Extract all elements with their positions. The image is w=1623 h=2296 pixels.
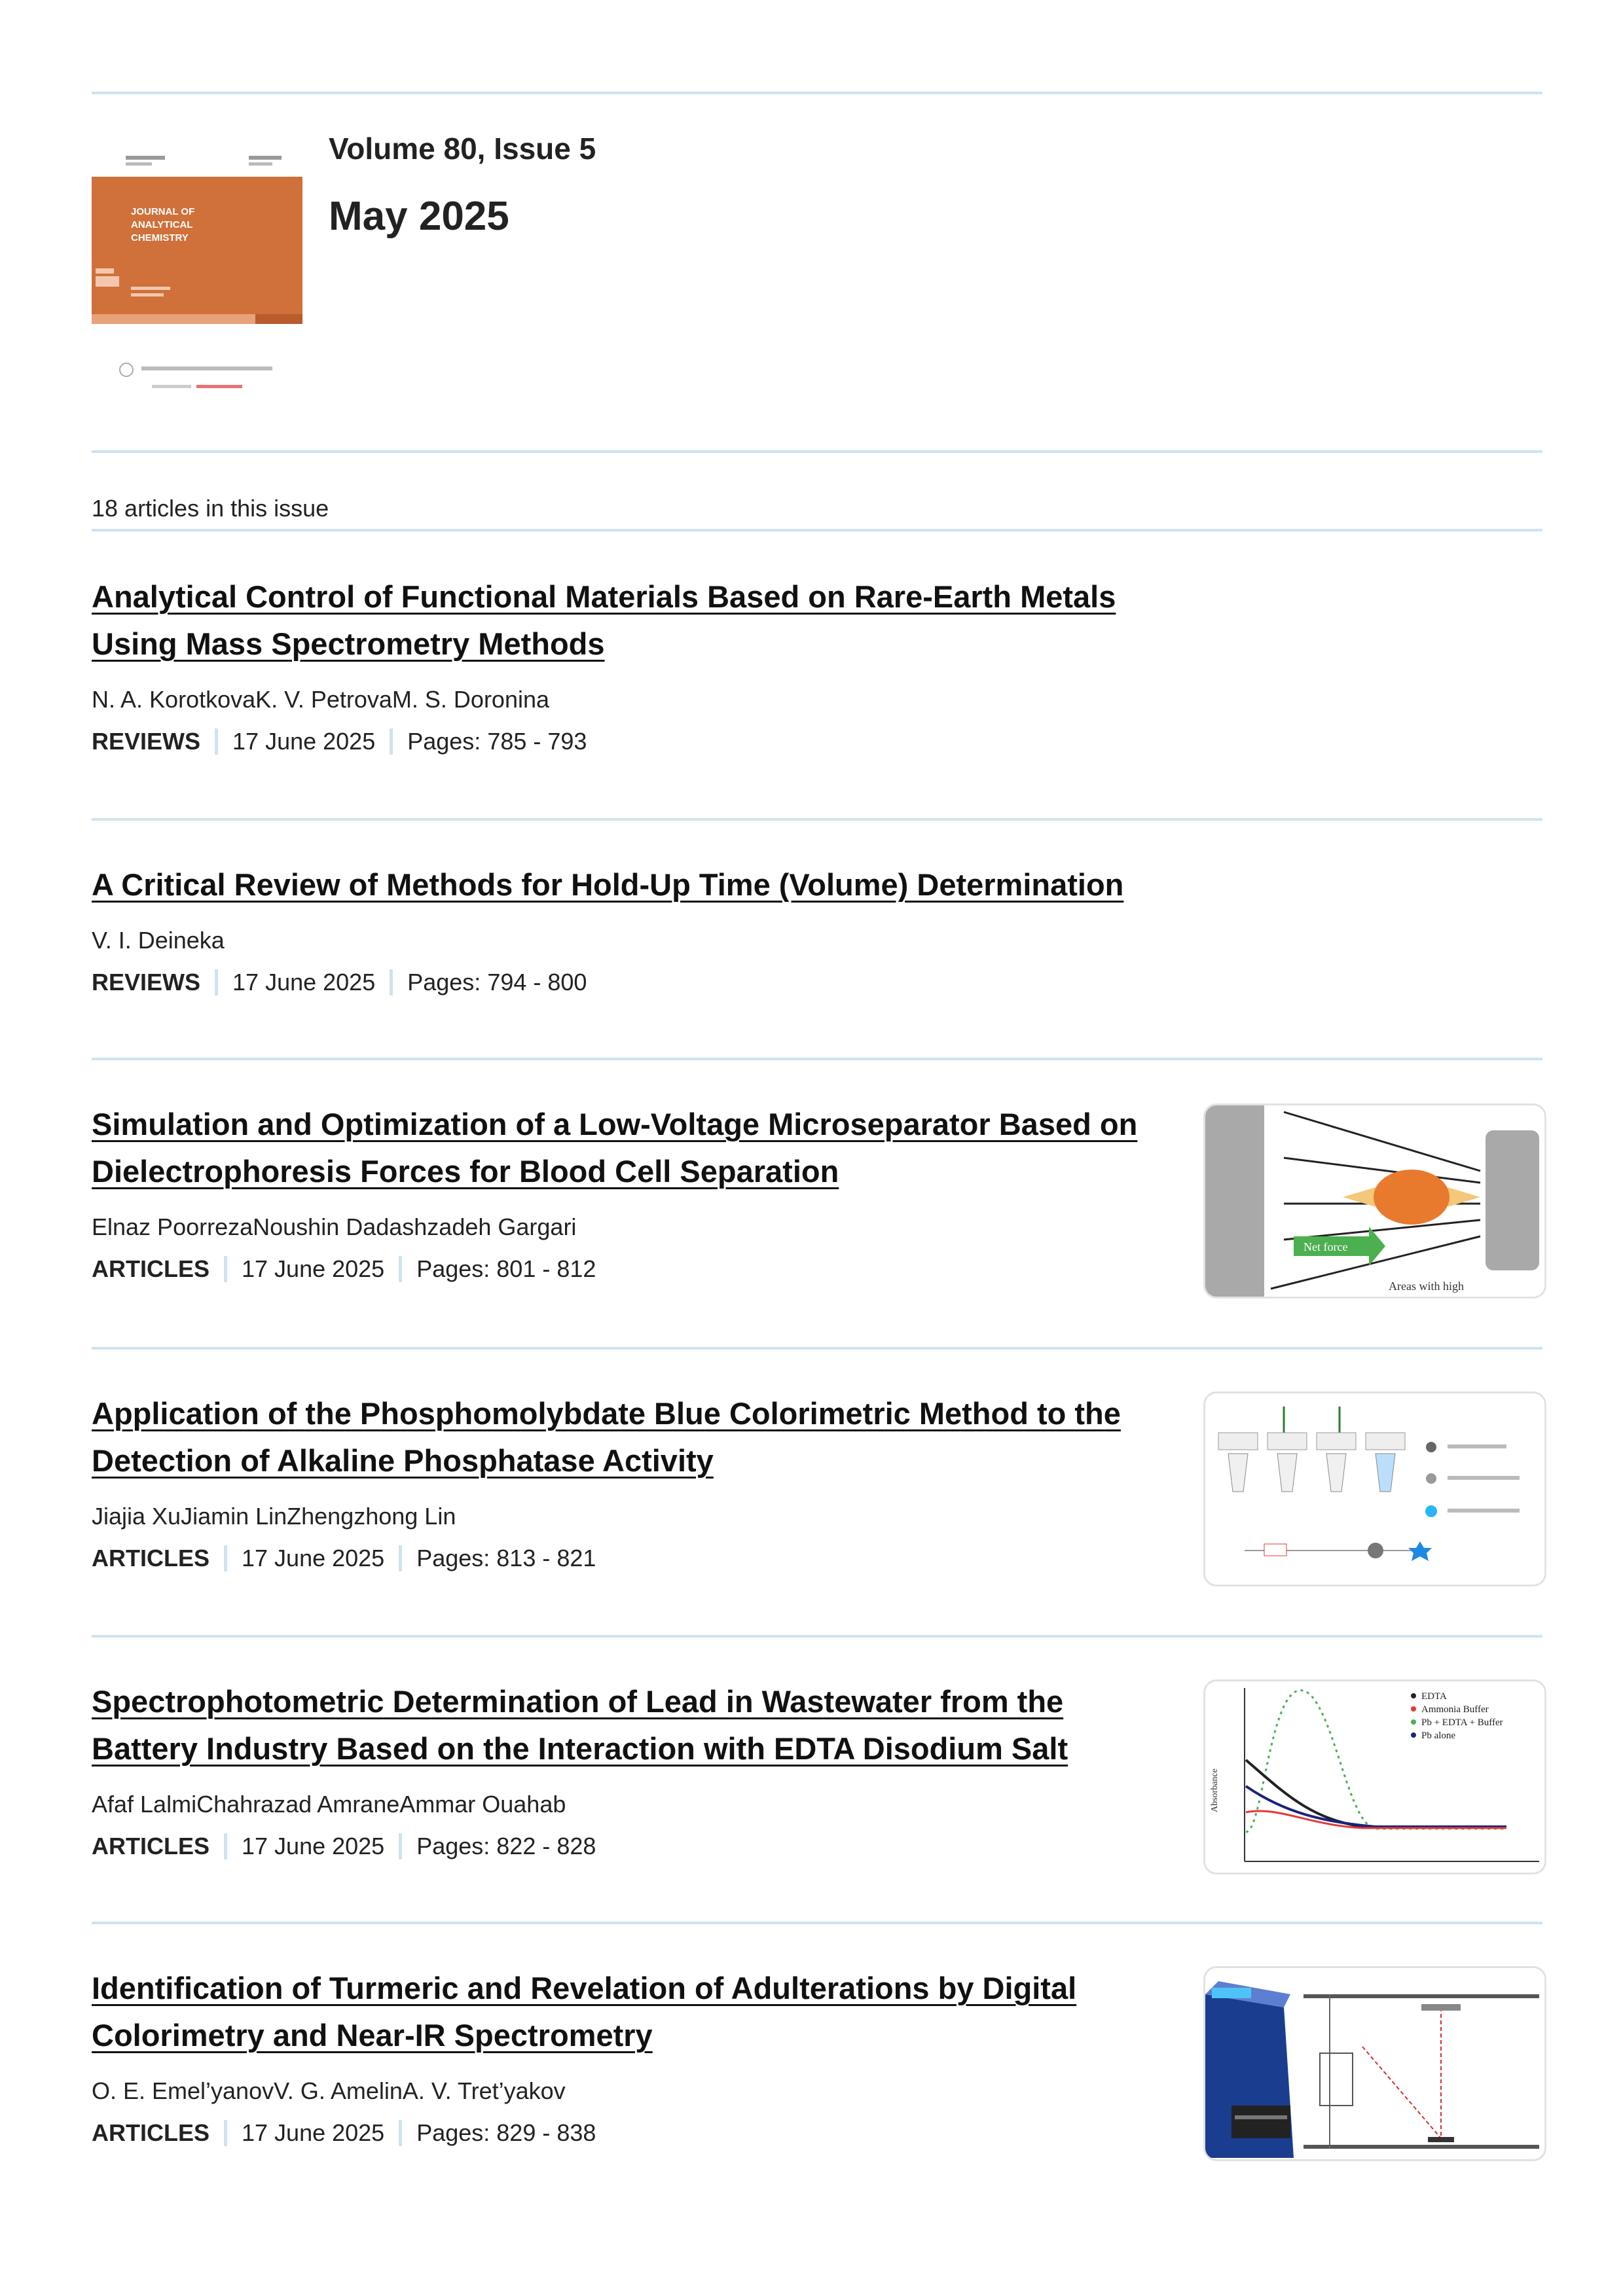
article-title (92, 1101, 1165, 1195)
article-authors: N. A. KorotkovaK. V. PetrovaM. S. Doronina (92, 686, 550, 713)
divider (92, 529, 1542, 531)
article-title-link[interactable]: Simulation and Optimization of a Low-Voltage Microseparator Based on Dielectrophoresis Forces for Blood Cell Separation (92, 1107, 1138, 1189)
article-title-link[interactable]: Application of the Phosphomolybdate Blue Colorimetric Method to the Detection of Alkaline Phosphatase Activity (92, 1396, 1121, 1478)
article-authors: V. I. Deineka (92, 927, 225, 954)
article-title-link[interactable]: A Critical Review of Methods for Hold-Up Time (Volume) Determination (92, 867, 1124, 902)
article-title-link[interactable]: Identification of Turmeric and Revelation of Adulterations by Digital Colorimetry and Near-IR Spectrometry (92, 1971, 1077, 2053)
legend-label: Pb + EDTA + Buffer (1421, 1717, 1503, 1728)
thumbnail-axis-label: Absorbance (1210, 1768, 1220, 1812)
legend-label: EDTA (1421, 1691, 1447, 1702)
meta-separator (399, 1256, 402, 1282)
article-date: 17 June 2025 (232, 728, 376, 755)
issue-volume-label: Volume 80, Issue 5 (329, 132, 596, 166)
article-title-link[interactable]: Analytical Control of Functional Materials Based on Rare-Earth Metals Using Mass Spectrometry Methods (92, 579, 1116, 661)
article-pages: Pages: 785 - 793 (407, 728, 587, 755)
legend-label: Ammonia Buffer (1421, 1704, 1489, 1715)
article-authors: Elnaz PoorrezaNoushin Dadashzadeh Gargari (92, 1213, 577, 1240)
article-type: REVIEWS (92, 969, 201, 996)
article-type: ARTICLES (92, 1255, 210, 1282)
article-authors: Afaf LalmiChahrazad AmraneAmmar Ouahab (92, 1791, 566, 1818)
thumbnail-label: Areas with high (1389, 1280, 1464, 1293)
article-type: REVIEWS (92, 728, 201, 755)
article-date: 17 June 2025 (242, 1545, 385, 1571)
article-pages: Pages: 822 - 828 (416, 1833, 596, 1859)
cover-title-line-2: ANALYTICAL (131, 219, 193, 230)
article-type: ARTICLES (92, 1545, 210, 1571)
article-authors: Jiajia XuJiamin LinZhengzhong Lin (92, 1503, 456, 1530)
article-title (92, 1678, 1165, 1772)
article-thumbnail[interactable] (1203, 1391, 1546, 1587)
meta-separator (399, 1545, 402, 1571)
absorbance-spectra-plot-icon (1205, 1681, 1544, 1873)
meta-separator (215, 969, 218, 996)
article-item (92, 573, 1542, 755)
meta-separator (390, 969, 393, 996)
article-title-link[interactable]: Spectrophotometric Determination of Lead in Wastewater from the Battery Industry Based on the Interaction with EDTA Disodium Salt (92, 1684, 1068, 1766)
divider (92, 1058, 1542, 1060)
meta-separator (224, 1256, 227, 1282)
article-type: ARTICLES (92, 2119, 210, 2146)
article-date: 17 June 2025 (242, 2119, 385, 2146)
meta-separator (390, 728, 393, 755)
phosphomolybdate-scheme-icon (1205, 1393, 1544, 1585)
cover-title-line-1: JOURNAL OF (131, 206, 195, 217)
divider (92, 818, 1542, 821)
thumbnail-label: Net force (1304, 1240, 1348, 1253)
meta-separator (224, 1833, 227, 1859)
article-date: 17 June 2025 (242, 1833, 385, 1859)
article-title (92, 1390, 1165, 1484)
articles-count: 18 articles in this issue (92, 495, 329, 522)
meta-separator (399, 1833, 402, 1859)
cover-title-line-3: CHEMISTRY (131, 232, 189, 243)
divider (92, 1922, 1542, 1924)
article-item (92, 861, 1542, 996)
divider (92, 1635, 1542, 1638)
article-pages: Pages: 794 - 800 (407, 969, 587, 996)
article-thumbnail[interactable] (1203, 1966, 1546, 2161)
meta-separator (399, 2120, 402, 2146)
article-authors: O. E. Emel’yanovV. G. AmelinA. V. Tret’yakov (92, 2077, 566, 2104)
article-pages: Pages: 813 - 821 (416, 1545, 596, 1571)
journal-cover-image[interactable] (92, 137, 302, 412)
legend-label: Pb alone (1421, 1731, 1456, 1741)
divider (92, 1347, 1542, 1350)
dielectrophoresis-diagram-icon (1205, 1105, 1544, 1297)
divider (92, 450, 1542, 453)
issue-date-label: May 2025 (329, 194, 509, 239)
article-type: ARTICLES (92, 1833, 210, 1859)
article-title (92, 573, 1165, 668)
top-divider (92, 92, 1542, 94)
article-date: 17 June 2025 (232, 969, 376, 996)
article-title (92, 1965, 1165, 2059)
article-pages: Pages: 829 - 838 (416, 2119, 596, 2146)
article-pages: Pages: 801 - 812 (416, 1255, 596, 1282)
article-thumbnail[interactable] (1203, 1679, 1546, 1874)
meta-separator (224, 2120, 227, 2146)
colorimetry-device-diagram-icon (1205, 1968, 1544, 2159)
article-meta (92, 728, 1542, 755)
article-title (92, 861, 1270, 908)
article-date: 17 June 2025 (242, 1255, 385, 1282)
article-meta (92, 969, 1542, 996)
meta-separator (224, 1545, 227, 1571)
meta-separator (215, 728, 218, 755)
article-thumbnail[interactable] (1203, 1103, 1546, 1299)
